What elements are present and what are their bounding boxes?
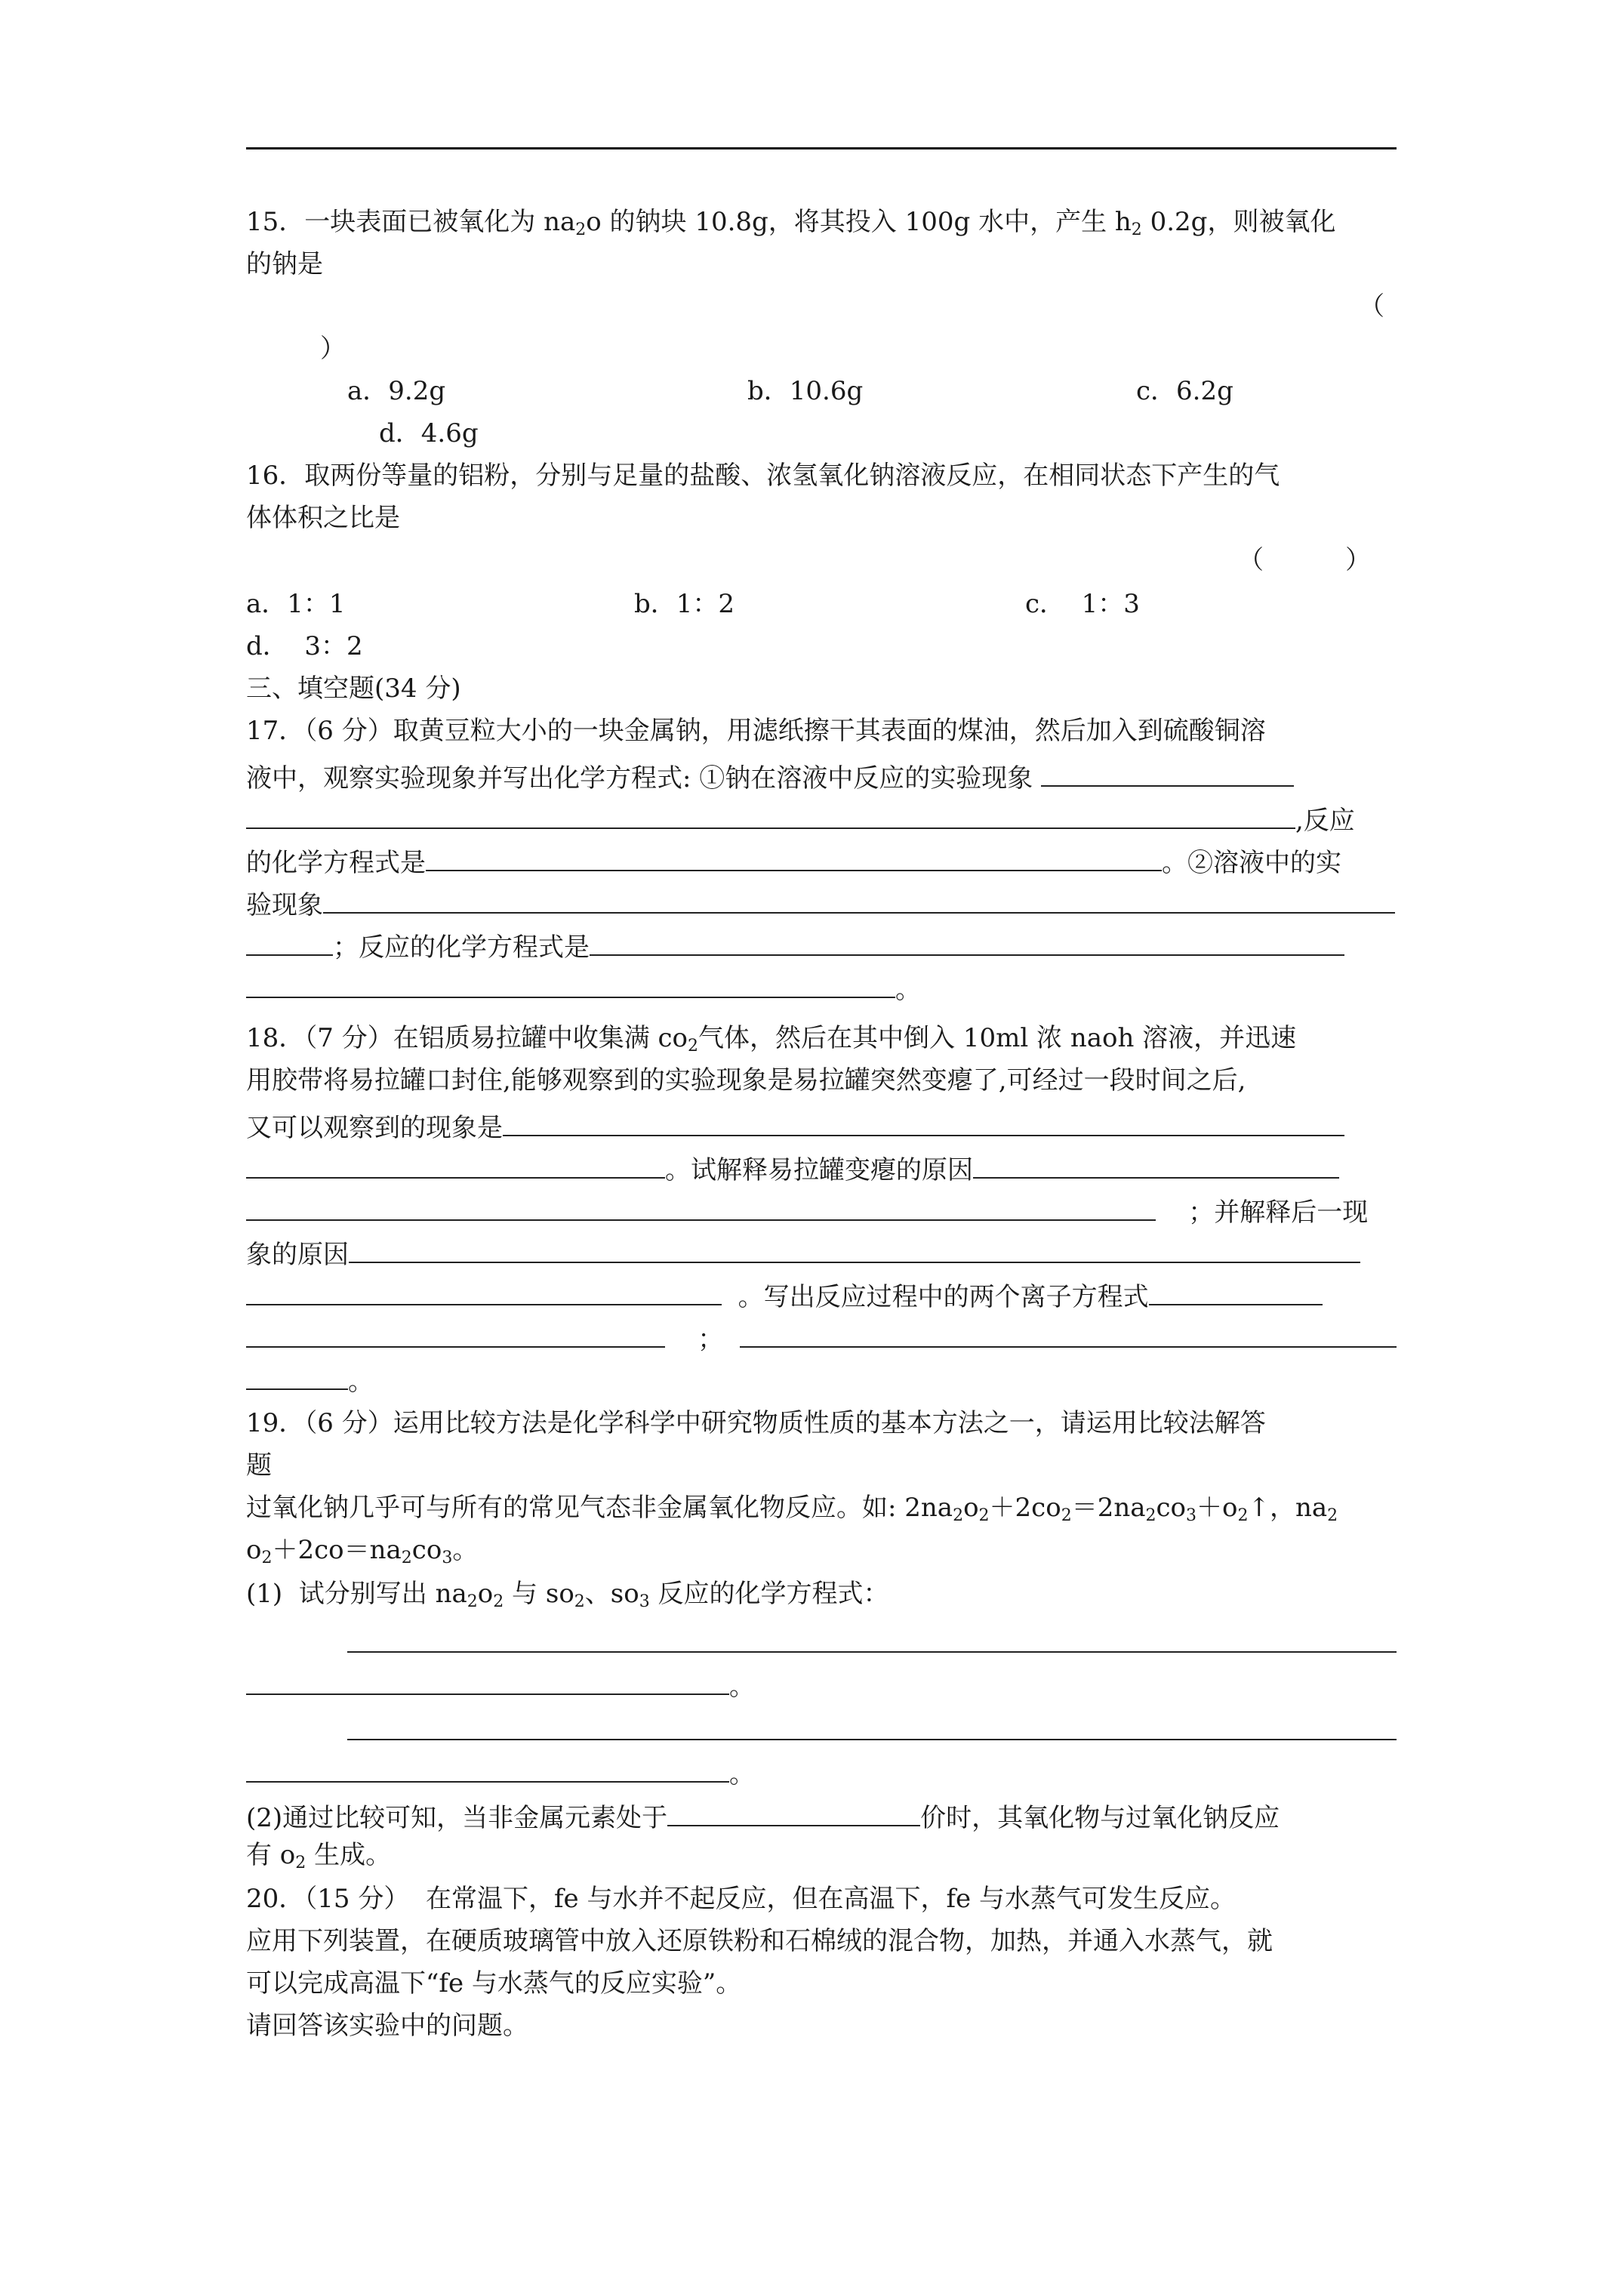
subscript: 2 (493, 1592, 504, 1611)
answer-blank[interactable] (246, 1660, 729, 1695)
q19-line4 (246, 1529, 1397, 1571)
q18-line7 (246, 1271, 1397, 1313)
subscript: 2 (978, 1506, 990, 1525)
q17-text: 。②溶液中的实 (1162, 848, 1341, 878)
subscript: 3 (639, 1592, 650, 1611)
q19-text: ＋2co＝na (272, 1535, 402, 1565)
answer-blank[interactable] (246, 1355, 348, 1390)
q19-blank-row (347, 1706, 1397, 1748)
q15-text: 的钠是 (246, 249, 323, 279)
answer-blank[interactable] (246, 921, 333, 956)
q18-line2 (246, 1059, 1397, 1102)
answer-blank[interactable] (740, 1313, 1397, 1348)
answer-blank[interactable] (503, 1102, 1344, 1136)
q19-text: ＋2co (989, 1493, 1061, 1523)
q19-text: 19．（6 分）运用比较方法是化学科学中研究物质性质的基本方法之一，请运用比较法解答 (246, 1408, 1266, 1438)
q18-line5 (246, 1186, 1397, 1228)
q15-option-c: c．6.2g (1136, 376, 1233, 406)
q19-text: 、so (584, 1579, 639, 1609)
q17-line6 (246, 921, 1397, 963)
answer-blank[interactable] (246, 1144, 665, 1179)
q20-text: 20．（15 分） 在常温下，fe 与水并不起反应，但在高温下，fe 与水蒸气可发生反应。 (246, 1884, 1236, 1914)
subscript: 2 (261, 1549, 273, 1567)
answer-blank[interactable] (347, 1706, 1397, 1740)
answer-blank[interactable] (426, 837, 1162, 871)
q18-text: 象的原因 (246, 1240, 349, 1270)
answer-blank[interactable] (246, 794, 1295, 829)
q16-paren: （ ） (1238, 545, 1372, 575)
q20-line4 (246, 2005, 1397, 2047)
q15-text: o 的钠块 10.8g，将其投入 100g 水中，产生 h (586, 207, 1132, 237)
subscript: 2 (401, 1549, 412, 1567)
q19-text: o (963, 1493, 979, 1523)
q19-text: 有 o (246, 1840, 296, 1870)
q15-line1 (246, 201, 1397, 243)
answer-blank[interactable] (590, 921, 1344, 956)
q19-blank-row (347, 1618, 1397, 1660)
q19-text: co (411, 1535, 442, 1565)
q19-line3 (246, 1487, 1397, 1529)
q19-text: 题 (246, 1450, 272, 1481)
q18-line9 (246, 1355, 1397, 1398)
q17-text: ；反应的化学方程式是 (333, 932, 590, 963)
q17-line5 (246, 879, 1397, 921)
q18-text: ； (698, 1324, 724, 1354)
q18-line4 (246, 1144, 1397, 1186)
q18-text: 。试解释易拉罐变瘪的原因 (665, 1155, 973, 1185)
q20-text: 请回答该实验中的问题。 (246, 2011, 528, 2041)
header-rule (246, 147, 1397, 149)
q16-line1 (246, 455, 1397, 497)
q19-text: co (1156, 1493, 1187, 1523)
q16-text: 体体积之比是 (246, 503, 400, 533)
q18-text: 。写出反应过程中的两个离子方程式 (738, 1282, 1149, 1312)
answer-blank[interactable] (246, 1748, 729, 1783)
q17-text: 17．（6 分）取黄豆粒大小的一块金属钠，用滤纸擦干其表面的煤油，然后加入到硫酸铜溶 (246, 716, 1266, 746)
q19-text: 。 (452, 1535, 479, 1565)
answer-blank[interactable] (246, 963, 895, 998)
q17-line3 (246, 794, 1397, 837)
answer-blank[interactable] (323, 879, 1395, 914)
subscript: 2 (688, 1037, 699, 1056)
q17-line4 (246, 837, 1397, 879)
q17-text: 。 (895, 975, 921, 1005)
subscript: 2 (1327, 1506, 1338, 1525)
q20-text: 可以完成高温下“fe 与水蒸气的反应实验”。 (246, 1968, 742, 1999)
subscript: 3 (442, 1549, 453, 1567)
section-title (246, 667, 1397, 710)
q17-text: 的化学方程式是 (246, 848, 426, 878)
q18-line3 (246, 1102, 1397, 1144)
answer-blank[interactable] (246, 1271, 722, 1305)
q16-line2 (246, 497, 1397, 539)
answer-blank[interactable] (347, 1618, 1397, 1653)
q19-text: 反应的化学方程式： (649, 1579, 889, 1609)
q18-text: 18．（7 分）在铝质易拉罐中收集满 co (246, 1023, 688, 1053)
q19-text: ＋o (1196, 1493, 1238, 1523)
q17-line7 (246, 963, 1397, 1006)
q16-option-c: c． 1：3 (1025, 589, 1140, 619)
q20-line3 (246, 1962, 1397, 2005)
q19-text: 价时，其氧化物与过氧化钠反应 (920, 1803, 1280, 1833)
q17-text: 液中，观察实验现象并写出化学方程式: ①钠在溶液中反应的实验现象 (246, 763, 1033, 794)
q18-line6 (246, 1228, 1397, 1271)
answer-blank[interactable] (1041, 752, 1294, 787)
subscript: 2 (1061, 1506, 1072, 1525)
q15-text: 0.2g，则被氧化 (1141, 207, 1336, 237)
q18-text: 又可以观察到的现象是 (246, 1113, 503, 1143)
section-title-text: 三、填空题(34 分) (246, 673, 461, 704)
q17-line1 (246, 710, 1397, 752)
q15-paren-open: （ (1359, 291, 1384, 322)
subscript: 2 (467, 1592, 478, 1611)
q19-line1 (246, 1402, 1397, 1444)
q19-blank-row (246, 1748, 1397, 1790)
q20-text: 应用下列装置，在硬质玻璃管中放入还原铁粉和石棉绒的混合物，加热，并通入水蒸气，就 (246, 1926, 1273, 1956)
q16-text: 16．取两份等量的铝粉，分别与足量的盐酸、浓氢氧化钠溶液反应，在相同状态下产生的气 (246, 461, 1280, 491)
q19-text: ＝2na (1071, 1493, 1146, 1523)
q18-line8 (246, 1313, 1397, 1355)
q18-text: 。 (348, 1367, 374, 1397)
q19-text: 生成。 (306, 1840, 392, 1870)
q19-text: (1) 试分别写出 na (246, 1579, 467, 1609)
q20-line1 (246, 1878, 1397, 1920)
q19-text: 过氧化钠几乎可与所有的常见气态非金属氧化物反应。如: 2na (246, 1493, 953, 1523)
q19-line2 (246, 1444, 1397, 1487)
answer-blank[interactable] (1149, 1271, 1323, 1305)
subscript: 2 (574, 1592, 585, 1611)
answer-blank[interactable] (246, 1313, 665, 1348)
answer-blank[interactable] (246, 1186, 1156, 1221)
q19-sub2-line1 (246, 1792, 1397, 1834)
answer-blank[interactable] (973, 1144, 1339, 1179)
subscript: 2 (953, 1506, 964, 1525)
q17-text: 验现象 (246, 890, 323, 920)
q15-text: 15．一块表面已被氧化为 na (246, 207, 576, 237)
answer-blank[interactable] (667, 1792, 920, 1826)
q16-option-b: b．1：2 (634, 589, 735, 619)
subscript: 2 (1237, 1506, 1249, 1525)
subscript: 2 (1145, 1506, 1156, 1525)
q17-text: ,反应 (1295, 806, 1355, 836)
q18-text: ；并解释后一现 (1188, 1197, 1369, 1228)
q15-option-b: b．10.6g (747, 376, 864, 406)
subscript: 2 (295, 1854, 306, 1872)
q19-sub1-line (246, 1573, 1397, 1615)
subscript: 3 (1186, 1506, 1197, 1525)
q15-option-a: a．9.2g (347, 376, 446, 406)
q19-text: o (477, 1579, 494, 1609)
q19-text: 。 (729, 1672, 755, 1702)
q19-text: (2)通过比较可知，当非金属元素处于 (246, 1803, 668, 1833)
subscript: 2 (1131, 220, 1142, 239)
q19-text: 。 (729, 1759, 755, 1789)
q19-sub2-line2 (246, 1834, 1397, 1876)
q18-text: 气体，然后在其中倒入 10ml 浓 naoh 溶液，并迅速 (698, 1023, 1297, 1053)
q19-text: o (246, 1535, 262, 1565)
answer-blank[interactable] (349, 1228, 1360, 1263)
q18-text: 用胶带将易拉罐口封住,能够观察到的实验现象是易拉罐突然变瘪了,可经过一段时间之后, (246, 1065, 1246, 1096)
q15-paren-close: ） (320, 334, 346, 364)
q19-text: ↑，na (1248, 1493, 1328, 1523)
q17-line2 (246, 752, 1397, 794)
q19-blank-row (246, 1660, 1397, 1703)
q20-line2 (246, 1920, 1397, 1962)
subscript: 2 (575, 220, 587, 239)
q19-text: 与 so (504, 1579, 574, 1609)
q15-line2 (246, 243, 1397, 285)
q18-line1 (246, 1017, 1397, 1059)
q16-option-a: a．1：1 (246, 589, 346, 619)
q16-option-d: d． 3：2 (246, 631, 363, 661)
q15-option-d: d．4.6g (379, 418, 479, 448)
